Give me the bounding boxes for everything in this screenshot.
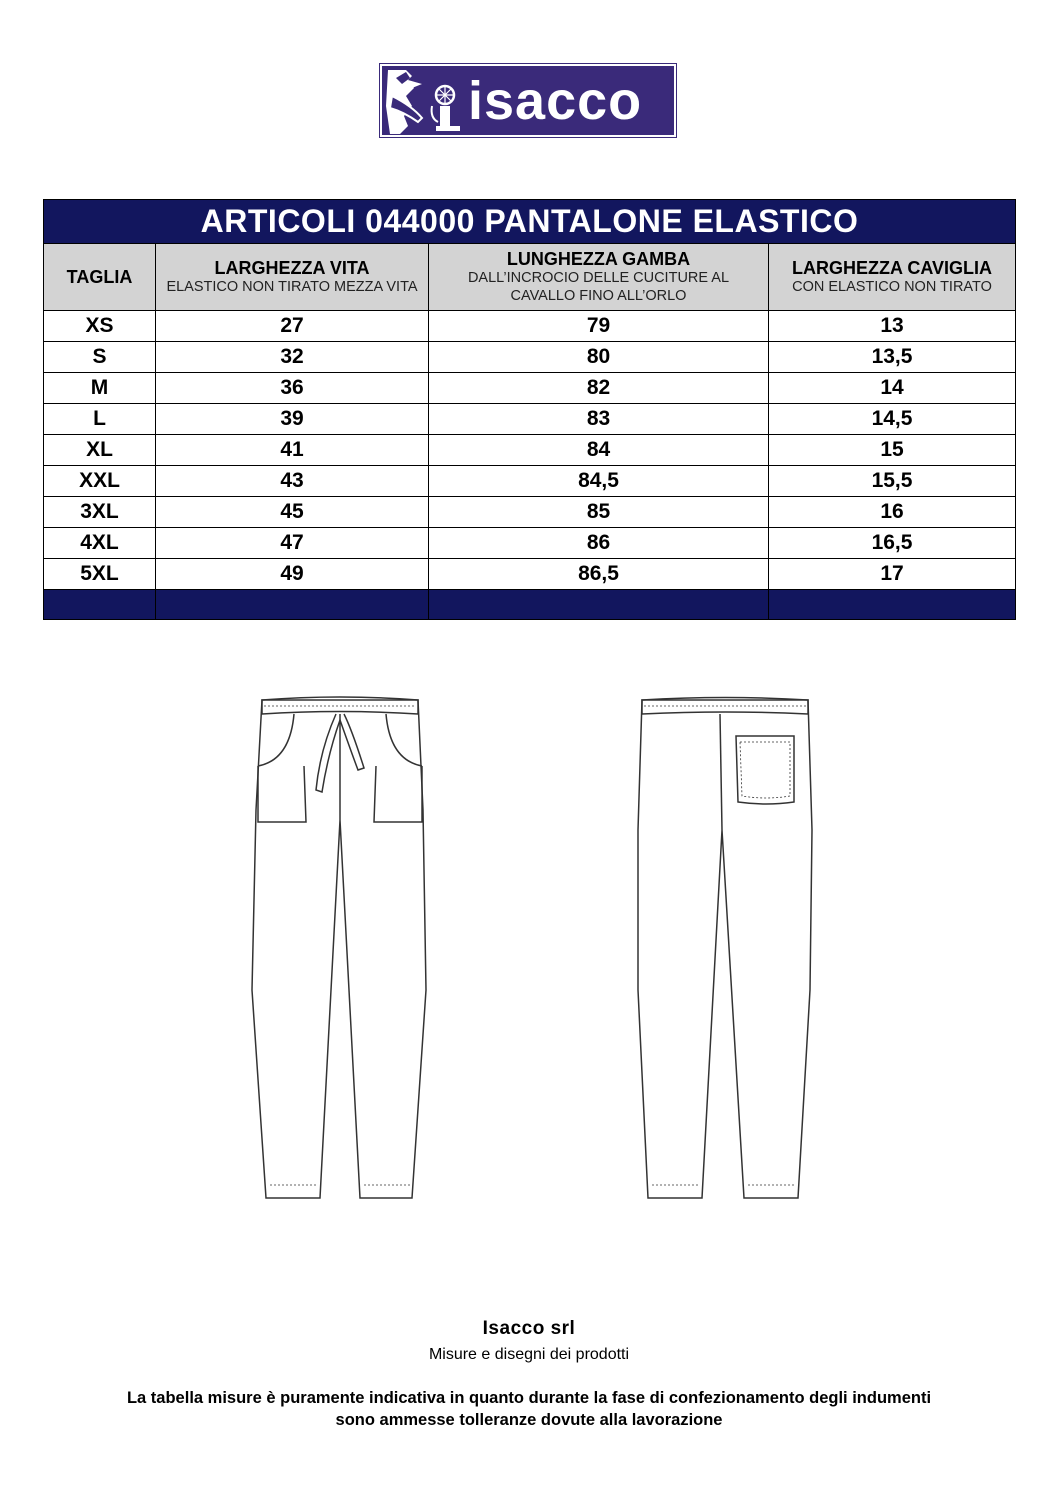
cell-vita: 45	[156, 497, 429, 528]
trousers-front-drawing	[240, 690, 440, 1205]
header-larghezza-vita: LARGHEZZA VITA ELASTICO NON TIRATO MEZZA VITA	[156, 244, 429, 311]
disclaimer-note: La tabella misure è puramente indicativa in quanto durante la fase di confezionamento degli indumenti sono ammesse tolleranze dovute alla lavorazione	[126, 1389, 932, 1429]
header-larghezza-caviglia: LARGHEZZA CAVIGLIA CON ELASTICO NON TIRATO	[769, 244, 1016, 311]
cell-gamba: 83	[429, 404, 769, 435]
header-taglia: TAGLIA	[44, 244, 156, 311]
cell-caviglia: 16	[769, 497, 1016, 528]
cell-gamba: 85	[429, 497, 769, 528]
company-name: Isacco srl	[482, 1318, 576, 1339]
cell-vita: 39	[156, 404, 429, 435]
cell-taglia: XL	[44, 435, 156, 466]
size-table	[43, 199, 1016, 620]
cell-caviglia: 16,5	[769, 528, 1016, 559]
table-row	[44, 559, 1016, 590]
cell-gamba: 82	[429, 373, 769, 404]
table-title-row	[44, 200, 1016, 244]
cell-caviglia: 15	[769, 435, 1016, 466]
cell-taglia: XXL	[44, 466, 156, 497]
cell-vita: 32	[156, 342, 429, 373]
cell-gamba: 84	[429, 435, 769, 466]
cell-taglia: 5XL	[44, 559, 156, 590]
cell-taglia: M	[44, 373, 156, 404]
table-row	[44, 342, 1016, 373]
cell-gamba: 86,5	[429, 559, 769, 590]
header-lunghezza-gamba: LUNGHEZZA GAMBA DALL’INCROCIO DELLE CUCITURE AL CAVALLO FINO ALL’ORLO	[429, 244, 769, 311]
cell-vita: 47	[156, 528, 429, 559]
table-row	[44, 497, 1016, 528]
table-row	[44, 311, 1016, 342]
cell-vita: 41	[156, 435, 429, 466]
isacco-logo	[379, 63, 677, 138]
tagline: Misure e disegni dei prodotti	[428, 1346, 630, 1363]
cell-taglia: S	[44, 342, 156, 373]
cell-taglia: L	[44, 404, 156, 435]
penguin-chef-icon	[382, 66, 477, 137]
cell-vita: 43	[156, 466, 429, 497]
cell-gamba: 79	[429, 311, 769, 342]
trousers-back-drawing	[626, 690, 826, 1205]
cell-gamba: 80	[429, 342, 769, 373]
cell-caviglia: 14	[769, 373, 1016, 404]
cell-taglia: XS	[44, 311, 156, 342]
cell-gamba: 84,5	[429, 466, 769, 497]
cell-vita: 27	[156, 311, 429, 342]
table-row	[44, 528, 1016, 559]
cell-gamba: 86	[429, 528, 769, 559]
cell-vita: 36	[156, 373, 429, 404]
table-row	[44, 466, 1016, 497]
cell-vita: 49	[156, 559, 429, 590]
table-row	[44, 435, 1016, 466]
cell-caviglia: 15,5	[769, 466, 1016, 497]
cell-taglia: 4XL	[44, 528, 156, 559]
cell-caviglia: 14,5	[769, 404, 1016, 435]
table-row	[44, 404, 1016, 435]
cell-caviglia: 17	[769, 559, 1016, 590]
brand-name: isacco	[468, 71, 643, 131]
cell-caviglia: 13,5	[769, 342, 1016, 373]
table-row	[44, 373, 1016, 404]
table-header-row	[44, 244, 1016, 311]
table-title: ARTICOLI 044000 PANTALONE ELASTICO	[44, 200, 1016, 244]
table-footer-band	[44, 590, 1016, 620]
cell-taglia: 3XL	[44, 497, 156, 528]
cell-caviglia: 13	[769, 311, 1016, 342]
